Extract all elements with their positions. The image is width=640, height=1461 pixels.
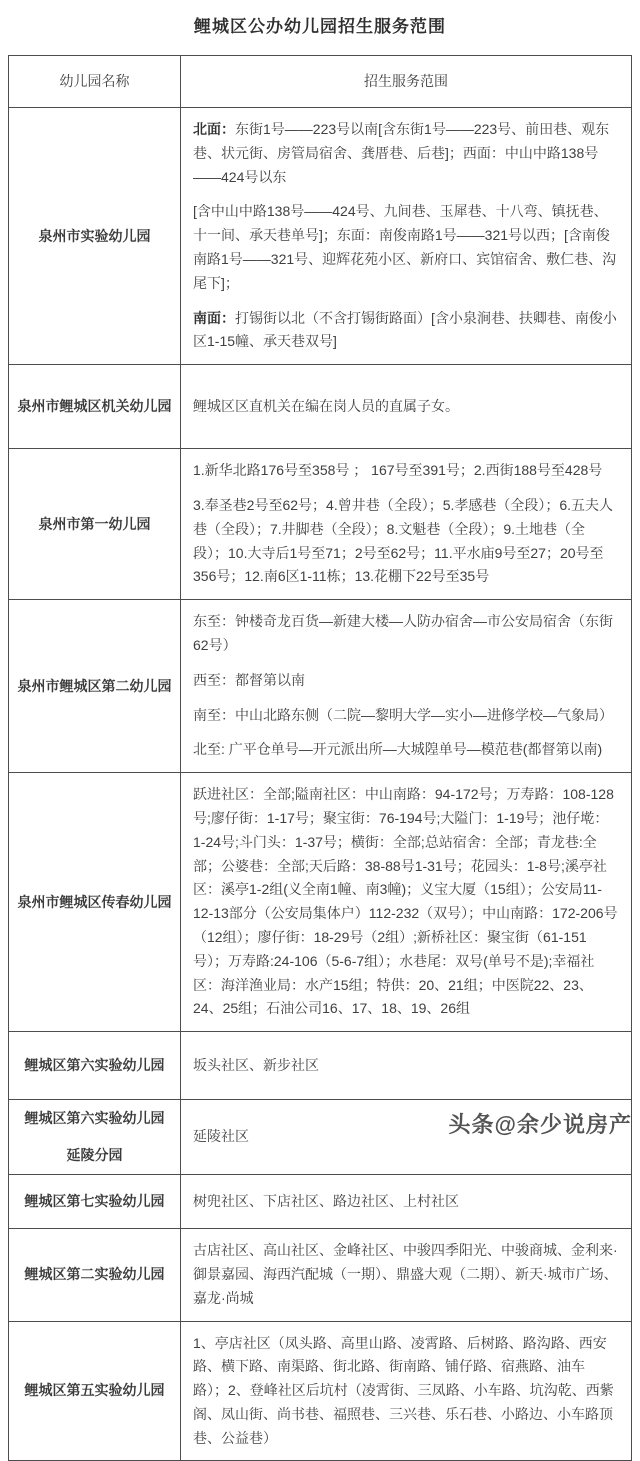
direction-label: 北面： [193,121,235,137]
kindergarten-name-line1: 鲤城区第六实验幼儿园 [24,1110,165,1127]
range-paragraph [193,307,619,355]
page [0,12,640,1446]
range-paragraph [193,459,619,483]
kindergarten-name: 鲤城区第六实验幼儿园 [9,1032,181,1099]
range-text: 1、亭店社区（凤头路、高里山路、凌霄路、后树路、路沟路、西安路、横下路、南渠路、街北路、街南路、铺仔路、宿燕路、油车路）；2、登峰社区后坑村（凌霄街、三凤路、小车路、坑沟乾、西紫阁、凤山街、尚书巷、福照巷、三兴巷、乐石巷、小路边、小车路顶巷、公益巷） [193,1334,614,1446]
table-header-row [9,56,631,107]
range-paragraph [193,704,619,728]
range-paragraph [193,1054,619,1078]
range-text: 南至：中山北路东侧（二院—黎明大学—实小—进修学校—气象局） [193,706,613,723]
range-text: 1.新华北路176号至358号 ； 167号至391号；2.西街188号至428号 [193,462,603,479]
service-range [181,108,631,364]
range-paragraph [193,494,619,589]
table-row [9,364,631,448]
kindergarten-name-line2: 延陵分园 [66,1147,123,1164]
kindergarten-table [8,55,632,1461]
table-row [9,1228,631,1320]
service-range [181,1100,631,1174]
range-text: [含中山中路138号——424号、九间巷、玉犀巷、十八弯、镇抚巷、十一间、承天巷单号]；东面：南俊南路1号——321号以西；[含南俊南路1号——321号、迎辉花苑小区、新府口、宾馆宿舍、敷仁巷、沟尾下]； [193,203,617,291]
range-paragraph [193,200,619,295]
kindergarten-name: 泉州市鲤城区传春幼儿园 [9,773,181,1031]
range-text: 树兜社区、下店社区、路边社区、上村社区 [193,1192,459,1209]
range-text: 跃进社区：全部;隘南社区：中山南路：94-172号；万寿路：108-128号;廖仔街：1-17号；聚宝街：76-194号;大隘门：1-19号；池仔墘：1-24号;斗门头：1-37号；横街：全部;总站宿舍：全部；青龙巷:全部；公婆巷：全部;天后路：38-88号1-31号；花园头：1-8号;溪亭社区：溪亭1-2组(义全南1幢、南3幢)；义宝大厦（15组）；公安局11-12-13部分（公安局集体户）112-232（双号）；中山南路：172-206号（12组）；廖仔街：18-29号（2组）;新桥社区：聚宝街（61-151号）；万寿路:24-106（5-6-7组）；水巷尾：双号(单号不是);幸福社区：海洋渔业局：水产15组；特供：20、21组；中医院22、23、24、25组；石油公司16、17、18、19、26组 [193,786,618,1017]
page-title: 鲤城区公办幼儿园招生服务范围 [194,17,446,36]
range-paragraph [193,738,619,762]
range-text: 东街1号——223号以南[含东街1号——223号、前田巷、观东巷、状元街、房管局宿舍、龚厝巷、后巷]；西面：中山中路138号——424号以东 [193,121,610,185]
table-row [9,1099,631,1174]
table-row [9,1174,631,1228]
kindergarten-name: 泉州市实验幼儿园 [9,108,181,364]
header-range-column: 招生服务范围 [364,72,448,89]
range-text: 延陵社区 [193,1128,249,1145]
range-paragraph [193,783,619,1021]
service-range [181,1229,631,1320]
kindergarten-name: 鲤城区第五实验幼儿园 [9,1322,181,1461]
service-range [181,773,631,1031]
range-paragraph [193,118,619,189]
range-paragraph [193,610,619,658]
service-range [181,365,631,448]
kindergarten-name: 泉州市第一幼儿园 [9,449,181,599]
range-paragraph [193,1239,619,1310]
service-range [181,1322,631,1461]
table-row [9,107,631,364]
range-paragraph [193,1332,619,1451]
service-range [181,1175,631,1228]
range-paragraph [193,395,619,419]
service-range [181,1032,631,1099]
table-row [9,599,631,772]
range-paragraph [193,1125,619,1149]
table-row [9,448,631,599]
table-row [9,1031,631,1099]
header-name-column: 幼儿园名称 [9,56,181,107]
range-text: 3.奉圣巷2号至62号；4.曾井巷（全段）；5.孝感巷（全段）；6.五夫人巷（全段）；7.井脚巷（全段）；8.文魁巷（全段）；9.土地巷（全段）；10.大寺后1号至71；2号至62号；11.平水庙9号至27；20号至356号；12.南6区1-11栋；13.花棚下22号至35号 [193,496,614,585]
table-row [9,772,631,1031]
kindergarten-name: 鲤城区第七实验幼儿园 [9,1175,181,1228]
range-text: 古店社区、高山社区、金峰社区、中骏四季阳光、中骏商城、金利来·御景嘉园、海西汽配城（一期）、鼎盛大观（二期）、新天·城市广场、嘉龙·尚城 [193,1242,618,1306]
kindergarten-name: 泉州市鲤城区机关幼儿园 [9,365,181,448]
range-text: 鲤城区区直机关在编在岗人员的直属子女。 [193,397,459,414]
kindergarten-name [9,1100,181,1174]
service-range [181,449,631,599]
range-paragraph [193,1190,619,1214]
table-row [9,1321,631,1461]
range-text: 打锡街以北（不含打锡街路面）[含小泉涧巷、扶卿巷、南俊小区1-15幢、承天巷双号] [193,309,617,350]
direction-label: 南面： [193,309,235,326]
kindergarten-name: 鲤城区第二实验幼儿园 [9,1229,181,1320]
service-range [181,600,631,772]
range-text: 东至：钟楼奇龙百货—新建大楼—人防办宿舍—市公安局宿舍（东街62号） [193,613,613,653]
range-paragraph [193,669,619,693]
range-text: 北至: 广平仓单号—开元派出所—大城隍单号—模范巷(都督第以南) [193,741,603,758]
kindergarten-name: 泉州市鲤城区第二幼儿园 [9,600,181,772]
range-text: 坂头社区、新步社区 [193,1056,319,1073]
range-text: 西至：都督第以南 [193,671,305,688]
watermark: 头条@余少说房产 [448,1112,632,1137]
